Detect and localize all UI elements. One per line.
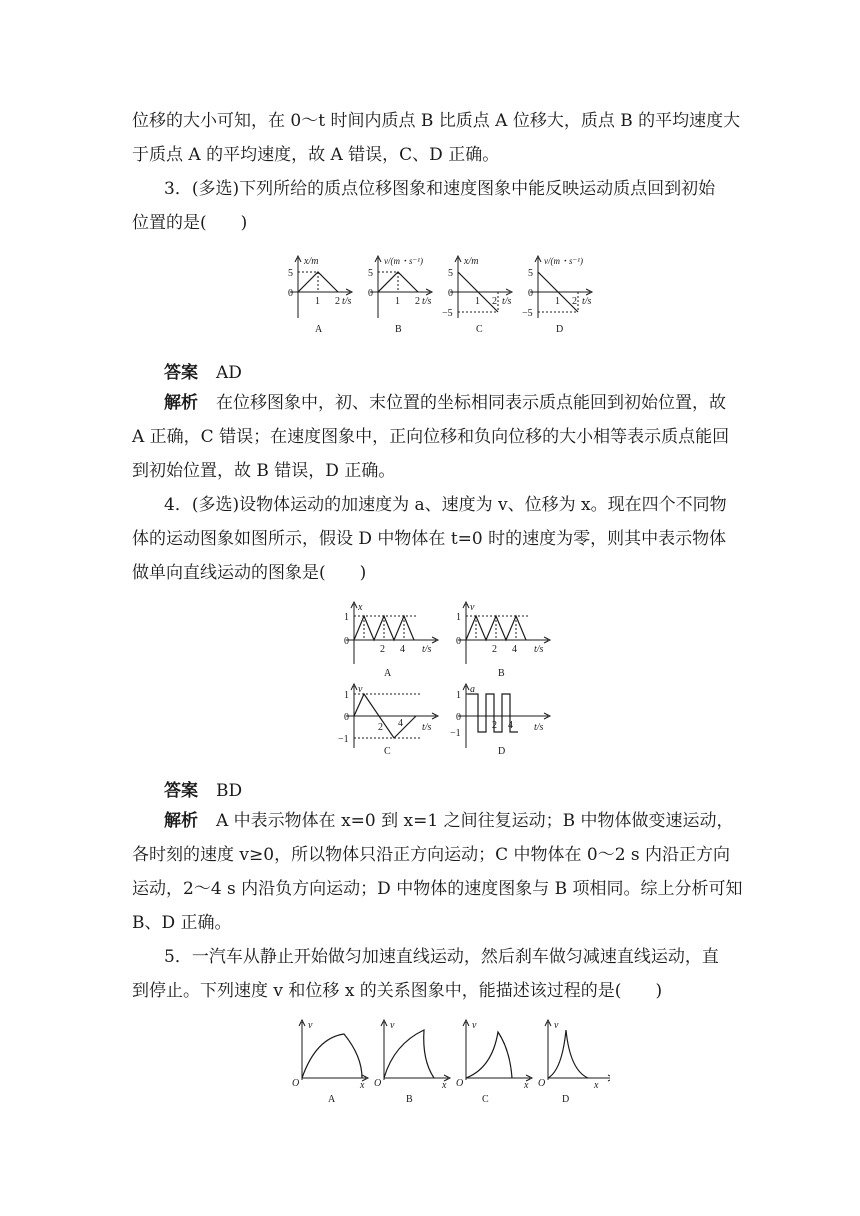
- tick-label: 0: [368, 288, 373, 299]
- question-4-figure: [336, 600, 566, 756]
- origin-label: O: [456, 1078, 464, 1089]
- axis-label: x: [524, 1080, 529, 1091]
- text-line: 到初始位置，故 B 错误，D 正确。: [132, 461, 396, 481]
- text-line: 体的运动图象如图所示，假设 D 中物体在 t=0 时的速度为零，则其中表示物体: [132, 529, 727, 549]
- axis-label: t/s: [534, 722, 544, 733]
- axis-label: v: [308, 1020, 313, 1031]
- tick-label: 2: [572, 296, 577, 307]
- analysis-label: 解析: [164, 811, 198, 831]
- panel-label: B: [395, 324, 402, 335]
- text-line: 到停止。下列速度 v 和位移 x 的关系图象中，能描述该过程的是( ): [132, 981, 663, 1001]
- tick-label: 2: [492, 720, 497, 731]
- tick-label: 4: [508, 720, 513, 731]
- text-line: 5．一汽车从静止开始做匀加速直线运动，然后刹车做匀减速直线运动，直: [164, 947, 719, 967]
- question-3-figure: [280, 252, 610, 336]
- axis-label: v: [358, 684, 363, 695]
- answer-label: 答案: [164, 781, 198, 801]
- text-line: 各时刻的速度 v≥0，所以物体只沿正方向运动；C 中物体在 0～2 s 内沿正方向: [132, 845, 731, 865]
- text-line: A 正确，C 错误；在速度图象中，正向位移和负向位移的大小相等表示质点能回: [132, 427, 730, 447]
- axis-label: v: [472, 1020, 477, 1031]
- tick-label: 4: [400, 644, 405, 655]
- axis-label: t/s: [422, 644, 432, 655]
- axis-label: v: [390, 1020, 395, 1031]
- tick-label: 0: [288, 288, 293, 299]
- panel-label: B: [498, 668, 505, 679]
- text-line: 位移的大小可知，在 0～t 时间内质点 B 比质点 A 位移大，质点 B 的平均速度大: [132, 111, 741, 131]
- tick-label: 2: [335, 296, 340, 307]
- tick-label: 4: [512, 644, 517, 655]
- text-line: A 中表示物体在 x=0 到 x=1 之间往复运动；B 中物体做变速运动，: [216, 811, 734, 831]
- origin-label: O: [538, 1078, 546, 1089]
- axis-label: x: [594, 1080, 599, 1091]
- panel-label: A: [328, 1094, 336, 1105]
- question-5-stem: [132, 940, 730, 1008]
- question-5-figure: [290, 1016, 610, 1106]
- panel-label: C: [476, 324, 483, 335]
- text-line: 位置的是( ): [132, 213, 248, 233]
- axis-label: t/s: [582, 296, 592, 307]
- analysis-label: 解析: [164, 393, 198, 413]
- tick-label: 1: [475, 296, 480, 307]
- text-line: 4．(多选)设物体运动的加速度为 a、速度为 v、位移为 x。现在四个不同物: [164, 495, 727, 515]
- graph-c: [450, 256, 512, 318]
- question-4-stem: [132, 488, 730, 590]
- tick-label: 0: [528, 288, 533, 299]
- origin-label: O: [292, 1078, 300, 1089]
- question-3-answer: [164, 358, 242, 383]
- tick-label: 0: [448, 288, 453, 299]
- panel-label: D: [562, 1094, 570, 1105]
- panel-label: A: [384, 668, 392, 679]
- tick-label: 1: [555, 296, 560, 307]
- axis-label: t/s: [502, 296, 512, 307]
- panel-label: C: [384, 746, 391, 756]
- tick-label: 0: [344, 712, 349, 723]
- axis-label: t/s: [534, 644, 544, 655]
- axis-label: a: [470, 684, 475, 695]
- tick-label: 2: [378, 722, 383, 733]
- text-line: 运动，2～4 s 内沿负方向运动；D 中物体的速度图象与 B 项相同。综上分析可知: [132, 879, 743, 899]
- question-4-answer: [164, 776, 242, 801]
- tick-label: −1: [450, 728, 461, 739]
- tick-label: 1: [395, 296, 400, 307]
- tick-label: 1: [344, 612, 349, 623]
- text-line: 3．(多选)下列所给的质点位移图象和速度图象中能反映运动质点回到初始: [164, 179, 716, 199]
- axis-label: v: [554, 1020, 559, 1031]
- tick-label: −5: [522, 308, 533, 319]
- panel-label: D: [556, 324, 564, 335]
- tick-label: 1: [456, 612, 461, 623]
- intro-paragraph: [132, 104, 741, 172]
- graph-a: [290, 256, 352, 318]
- tick-label: 0: [456, 712, 461, 723]
- tick-label: 1: [456, 690, 461, 701]
- answer-label: 答案: [164, 363, 198, 383]
- tick-label: 2: [492, 644, 497, 655]
- panel-label: B: [406, 1094, 413, 1105]
- axis-label: t/s: [422, 722, 432, 733]
- axis-label: v/(m・s⁻¹): [544, 256, 583, 266]
- tick-label: 2: [380, 644, 385, 655]
- tick-label: −5: [442, 308, 453, 319]
- tick-label: −1: [338, 734, 349, 745]
- panel-label: D: [498, 746, 506, 756]
- axis-label: v/(m・s⁻¹): [384, 256, 423, 266]
- text-line: 做单向直线运动的图象是( ): [132, 563, 367, 583]
- tick-label: 2: [492, 296, 497, 307]
- tick-label: 4: [398, 718, 403, 729]
- tick-label: 0: [456, 636, 461, 647]
- tick-label: 2: [415, 296, 420, 307]
- tick-label: 5: [528, 268, 533, 279]
- question-4-analysis: [132, 804, 743, 940]
- axis-label: x/m: [464, 256, 479, 267]
- axis-label: x: [442, 1080, 447, 1091]
- panel-label: C: [482, 1094, 489, 1105]
- tick-label: 5: [288, 268, 293, 279]
- axis-label: t/s: [422, 296, 432, 307]
- axis-label: x: [360, 1080, 365, 1091]
- answer-value: BD: [216, 781, 243, 801]
- tick-label: 1: [344, 690, 349, 701]
- axis-label: v: [470, 602, 475, 613]
- answer-value: AD: [216, 363, 242, 383]
- tick-label: 1: [315, 296, 320, 307]
- axis-label: x/m: [304, 256, 319, 267]
- origin-label: O: [374, 1078, 382, 1089]
- axis-label: x: [358, 602, 363, 613]
- tick-label: 0: [344, 636, 349, 647]
- tick-label: 5: [368, 268, 373, 279]
- question-3-analysis: [132, 386, 730, 488]
- text-line: 于质点 A 的平均速度，故 A 错误，C、D 正确。: [132, 145, 500, 165]
- tick-label: 5: [448, 268, 453, 279]
- text-line: 在位移图象中，初、末位置的坐标相同表示质点能回到初始位置，故: [216, 393, 726, 413]
- panel-label: A: [315, 324, 323, 335]
- axis-label: t/s: [342, 296, 352, 307]
- text-line: B、D 正确。: [132, 913, 232, 933]
- question-3-stem: [132, 172, 730, 240]
